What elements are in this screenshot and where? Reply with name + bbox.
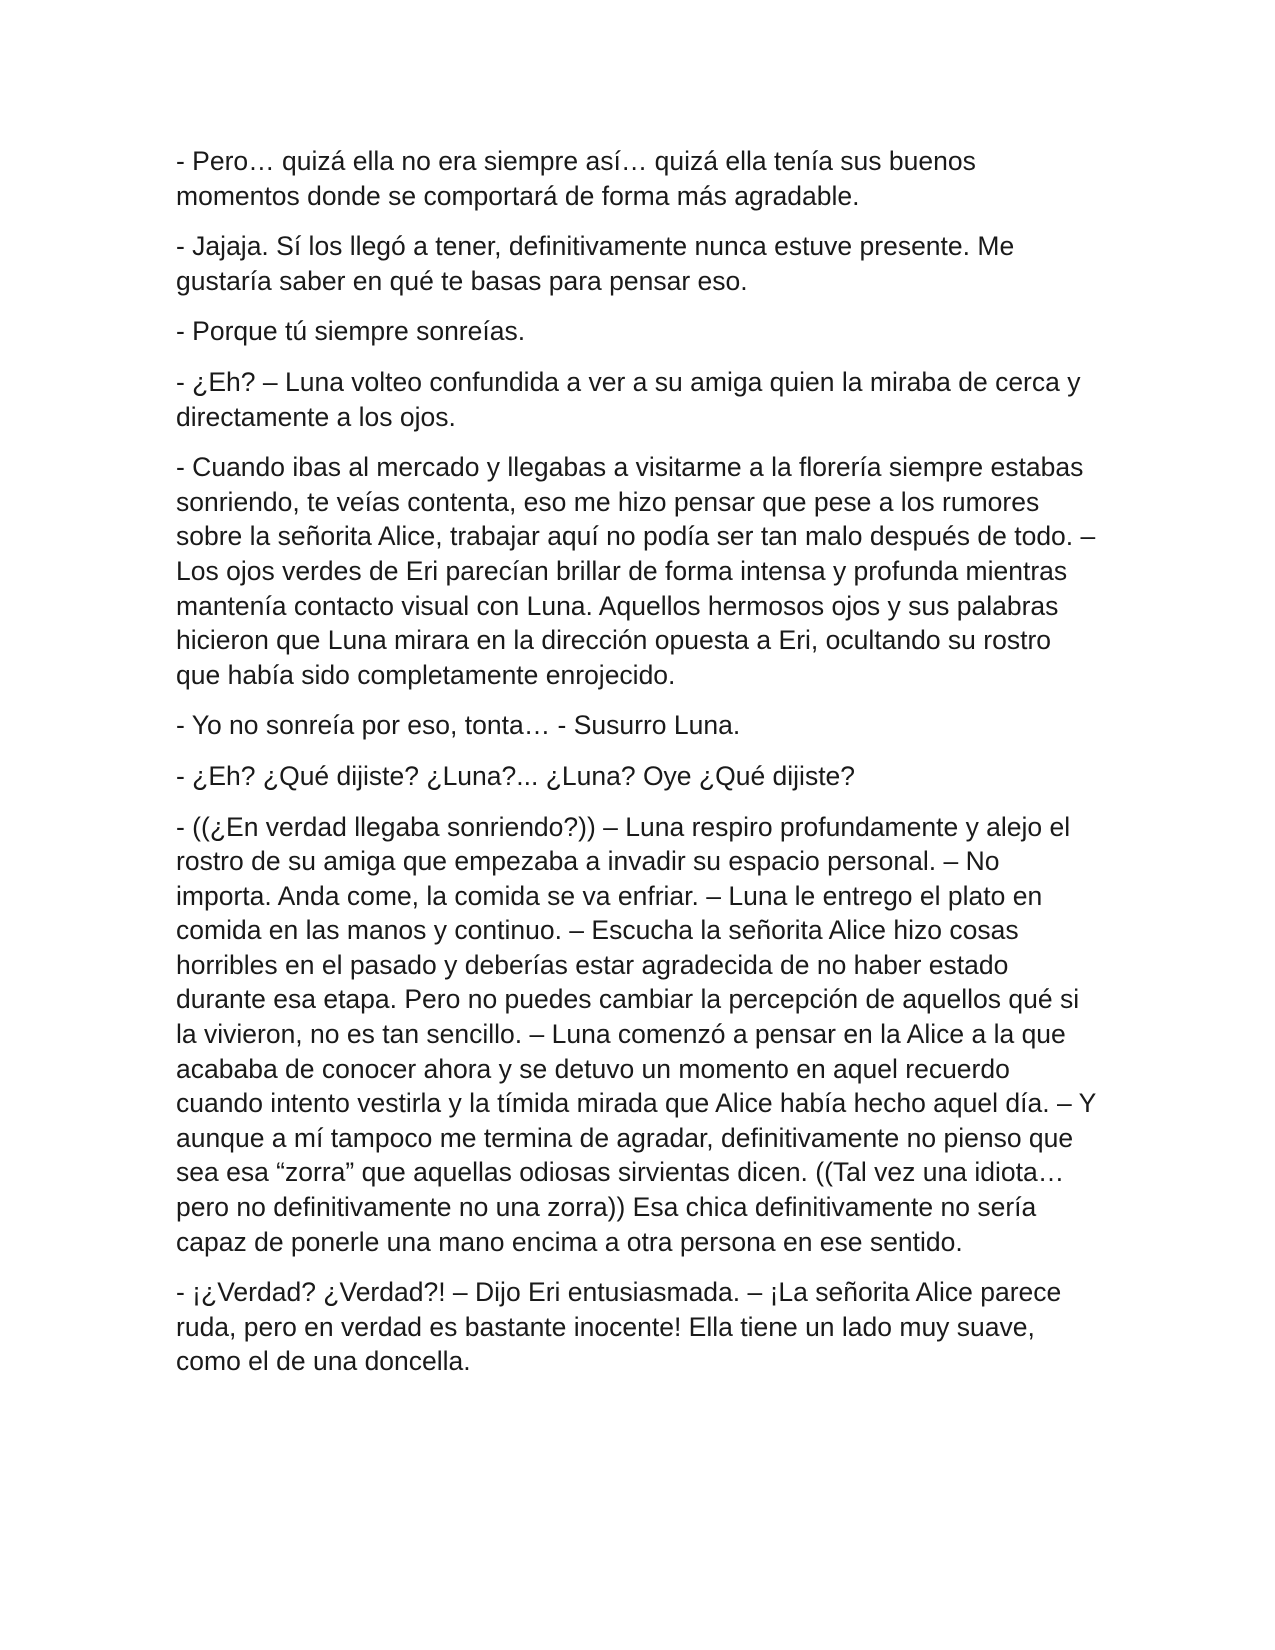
paragraph: - ¡¿Verdad? ¿Verdad?! – Dijo Eri entusiasmada. – ¡La señorita Alice parece ruda, pero en verdad es bastante inocente! Ella tiene un lado muy suave, como el de una doncella. (176, 1277, 1062, 1377)
paragraph: - ¿Eh? – Luna volteo confundida a ver a su amiga quien la miraba de cerca y directamente a los ojos. (176, 366, 1081, 432)
paragraph: - Pero… quizá ella no era siempre así… quizá ella tenía sus buenos momentos donde se comportará de forma más agradable. (176, 146, 976, 211)
paragraph: - Jajaja. Sí los llegó a tener, definitivamente nunca estuve presente. Me gustaría saber en qué te basas para pensar eso. (176, 231, 1015, 296)
paragraph: - ((¿En verdad llegaba sonriendo?)) – Luna respiro profundamente y alejo el rostro de su amiga que empezaba a invadir su espacio personal. – No importa. Anda come, la comida se va enfriar. – Luna le entrego el plato en comida en las manos y continuo. – Escucha la señorita Alice hizo cosas horribles en el pasado y deberías estar agradecida de no haber estado durante esa etapa. Pero no puedes cambiar la percepción de aquellos qué si la vivieron, no es tan sencillo. – Luna comenzó a pensar en la Alice a la que acababa de conocer ahora y se detuvo un momento en aquel recuerdo cuando intento vestirla y la tímida mirada que Alice había hecho aquel día. – Y aunque a mí tampoco me termina de agradar, definitivamente no pienso que sea esa “zorra” que aquellas odiosas sirvientas dicen. ((Tal vez una idiota… pero no definitivamente no una zorra)) Esa chica definitivamente no sería capaz de ponerle una mano encima a otra persona en ese sentido. (176, 811, 1096, 1257)
paragraph: - ¿Eh? ¿Qué dijiste? ¿Luna?... ¿Luna? Oye ¿Qué dijiste? (176, 760, 856, 791)
document-page (176, 144, 1100, 1395)
paragraph: - Cuando ibas al mercado y llegabas a visitarme a la florería siempre estabas sonriendo, te veías contenta, eso me hizo pensar que pese a los rumores sobre la señorita Alice, trabajar aquí no podía ser tan malo después de todo. – Los ojos verdes de Eri parecían brillar de forma intensa y profunda mientras mantenía contacto visual con Luna. Aquellos hermosos ojos y sus palabras hicieron que Luna mirara en la dirección opuesta a Eri, ocultando su rostro que había sido completamente enrojecido. (176, 452, 1096, 690)
paragraph: - Porque tú siempre sonreías. (176, 316, 526, 347)
paragraph: - Yo no sonreía por eso, tonta… - Susurro Luna. (176, 710, 741, 741)
